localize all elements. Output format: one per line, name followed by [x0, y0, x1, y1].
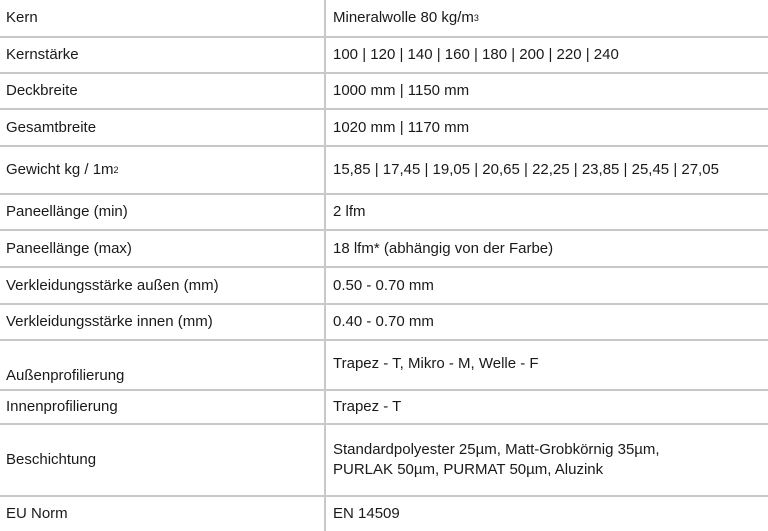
- table-row-innenprofilierung: [0, 391, 768, 425]
- row-value: 0.50 - 0.70 mm: [333, 276, 434, 294]
- table-row-eu-norm: [0, 497, 768, 531]
- table-row-gesamtbreite: [0, 110, 768, 147]
- table-row-gewicht: [0, 147, 768, 195]
- table-row-paneellaenge-min: [0, 195, 768, 231]
- row-label: EU Norm: [0, 497, 326, 531]
- row-label: Beschichtung: [0, 425, 326, 495]
- row-value: Trapez - T: [333, 398, 402, 415]
- row-label: Außenprofilierung: [0, 341, 326, 389]
- row-label: Kern: [0, 0, 326, 36]
- row-value: 18 lfm* (abhängig von der Farbe): [333, 239, 554, 257]
- row-value: 2 lfm: [333, 203, 366, 220]
- row-value: 1000 mm | 1150 mm: [333, 82, 470, 99]
- row-value: 1020 mm | 1170 mm: [333, 118, 470, 136]
- row-label: Gesamtbreite: [0, 110, 326, 145]
- row-value: 0.40 - 0.70 mm: [333, 313, 434, 330]
- table-row-verkleidung-aussen: [0, 268, 768, 305]
- table-row-verkleidung-innen: [0, 305, 768, 341]
- table-row-aussenprofilierung: [0, 341, 768, 391]
- row-value: 100 | 120 | 140 | 160 | 180 | 200 | 220 | 240: [333, 46, 619, 63]
- table-row-kernstaerke: [0, 38, 768, 74]
- row-label: Gewicht kg / 1m 2: [0, 147, 326, 193]
- row-value: 15,85 | 17,45 | 19,05 | 20,65 | 22,25 | 23,85 | 25,45 | 27,05: [333, 161, 719, 178]
- table-row-paneellaenge-max: [0, 231, 768, 268]
- row-value: Mineralwolle 80 kg/m 3: [333, 9, 479, 26]
- row-label: Kernstärke: [0, 38, 326, 72]
- row-label: Verkleidungsstärke außen (mm): [0, 268, 326, 303]
- row-label: Paneellänge (max): [0, 231, 326, 266]
- row-value: Trapez - T, Mikro - M, Welle - F: [333, 355, 539, 372]
- row-label: Innenprofilierung: [0, 391, 326, 423]
- row-label: Verkleidungsstärke innen (mm): [0, 305, 326, 339]
- row-label: Paneellänge (min): [0, 195, 326, 229]
- row-label: Deckbreite: [0, 74, 326, 108]
- table-row-kern: [0, 0, 768, 38]
- row-value: Standardpolyester 25µm, Matt-Grobkörnig 35µm, PURLAK 50µm, PURMAT 50µm, Aluzink: [333, 441, 660, 478]
- table-row-beschichtung: [0, 425, 768, 497]
- row-value: EN 14509: [333, 505, 400, 522]
- table-row-deckbreite: [0, 74, 768, 110]
